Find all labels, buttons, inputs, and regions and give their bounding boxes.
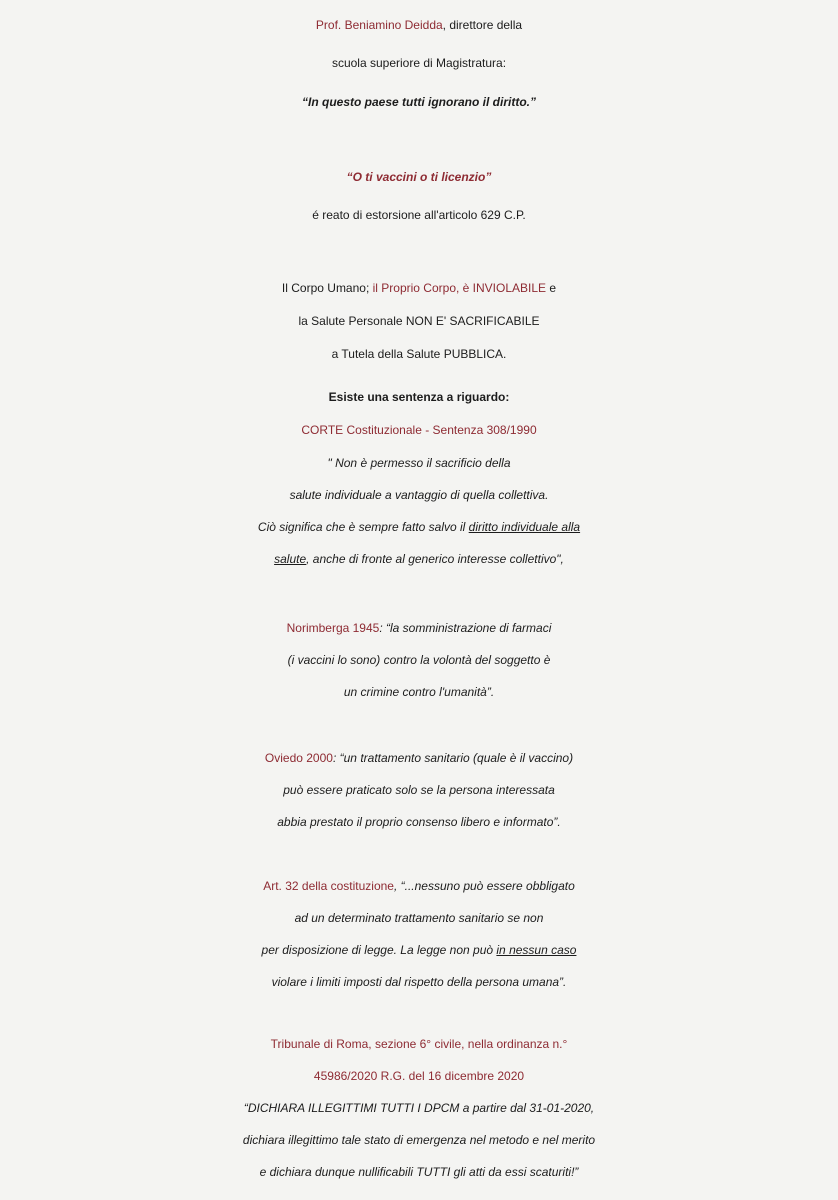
- headline-quote: “In questo paese tutti ignorano il diritto.”: [302, 95, 536, 109]
- tribunale-line-3: “DICHIARA ILLEGITTIMI TUTTI I DPCM a partire dal 31-01-2020,: [243, 1101, 595, 1115]
- header-line-1: [0, 18, 838, 32]
- tribunale-line-5: e dichiara dunque nullificabili TUTTI gli atti da essi scaturiti!”: [259, 1165, 579, 1179]
- art32-label: Art. 32 della costituzione: [263, 879, 394, 893]
- norimberga-line-3: un crimine contro l'umanità”.: [343, 685, 495, 699]
- court-quote-4: salute, anche di fronte al generico interesse collettivo",: [274, 552, 564, 566]
- court-quote-3: Ciò significa che è sempre fatto salvo il diritto individuale alla: [257, 520, 581, 534]
- oviedo-label: Oviedo 2000: [264, 751, 333, 765]
- author-role-part1: , direttore della: [442, 18, 523, 32]
- art32-line-4: violare i limiti imposti dal rispetto della persona umana”.: [271, 975, 567, 989]
- oviedo-line-2: può essere praticato solo se la persona interessata: [283, 783, 555, 797]
- court-quote-1: " Non è permesso il sacrificio della: [327, 456, 511, 470]
- norimberga-line-2: (i vaccini lo sono) contro la volontà del soggetto è: [287, 653, 551, 667]
- norimberga-line-1: Norimberga 1945: “la somministrazione di farmaci: [286, 621, 552, 635]
- oviedo-line-3: abbia prestato il proprio consenso libero e informato”.: [277, 815, 561, 829]
- oviedo-line-1: Oviedo 2000: “un trattamento sanitario (quale è il vaccino): [264, 751, 574, 765]
- art32-line-2: ad un determinato trattamento sanitario se non: [294, 911, 544, 925]
- court-quote-2: salute individuale a vantaggio di quella collettiva.: [289, 488, 549, 502]
- inviolable-phrase: il Proprio Corpo, è INVIOLABILE: [372, 281, 547, 295]
- tribunale-line-4: dichiara illegittimo tale stato di emergenza nel metodo e nel merito: [242, 1133, 596, 1147]
- court-reference: CORTE Costituzionale - Sentenza 308/1990: [301, 423, 537, 437]
- author-name: Prof. Beniamino Deidda: [315, 18, 443, 32]
- body-line-1: Il Corpo Umano; il Proprio Corpo, è INVIOLABILE e: [281, 281, 557, 295]
- norimberga-label: Norimberga 1945: [286, 621, 380, 635]
- tribunale-line-2: 45986/2020 R.G. del 16 dicembre 2020: [313, 1069, 525, 1083]
- art32-line-1: Art. 32 della costituzione, “...nessuno può essere obbligato: [263, 879, 575, 893]
- body-line-3: a Tutela della Salute PUBBLICA.: [331, 347, 507, 361]
- tribunale-line-1: Tribunale di Roma, sezione 6° civile, nella ordinanza n.°: [270, 1037, 568, 1051]
- body-line-2: la Salute Personale NON E' SACRIFICABILE: [298, 314, 540, 328]
- extortion-line: é reato di estorsione all'articolo 629 C.P.: [312, 208, 526, 222]
- extortion-quote: “O ti vaccini o ti licenzio”: [346, 170, 492, 184]
- body-heading: Esiste una sentenza a riguardo:: [328, 390, 510, 404]
- header-line-2: scuola superiore di Magistratura:: [331, 56, 507, 70]
- art32-line-3: per disposizione di legge. La legge non può in nessun caso: [261, 943, 577, 957]
